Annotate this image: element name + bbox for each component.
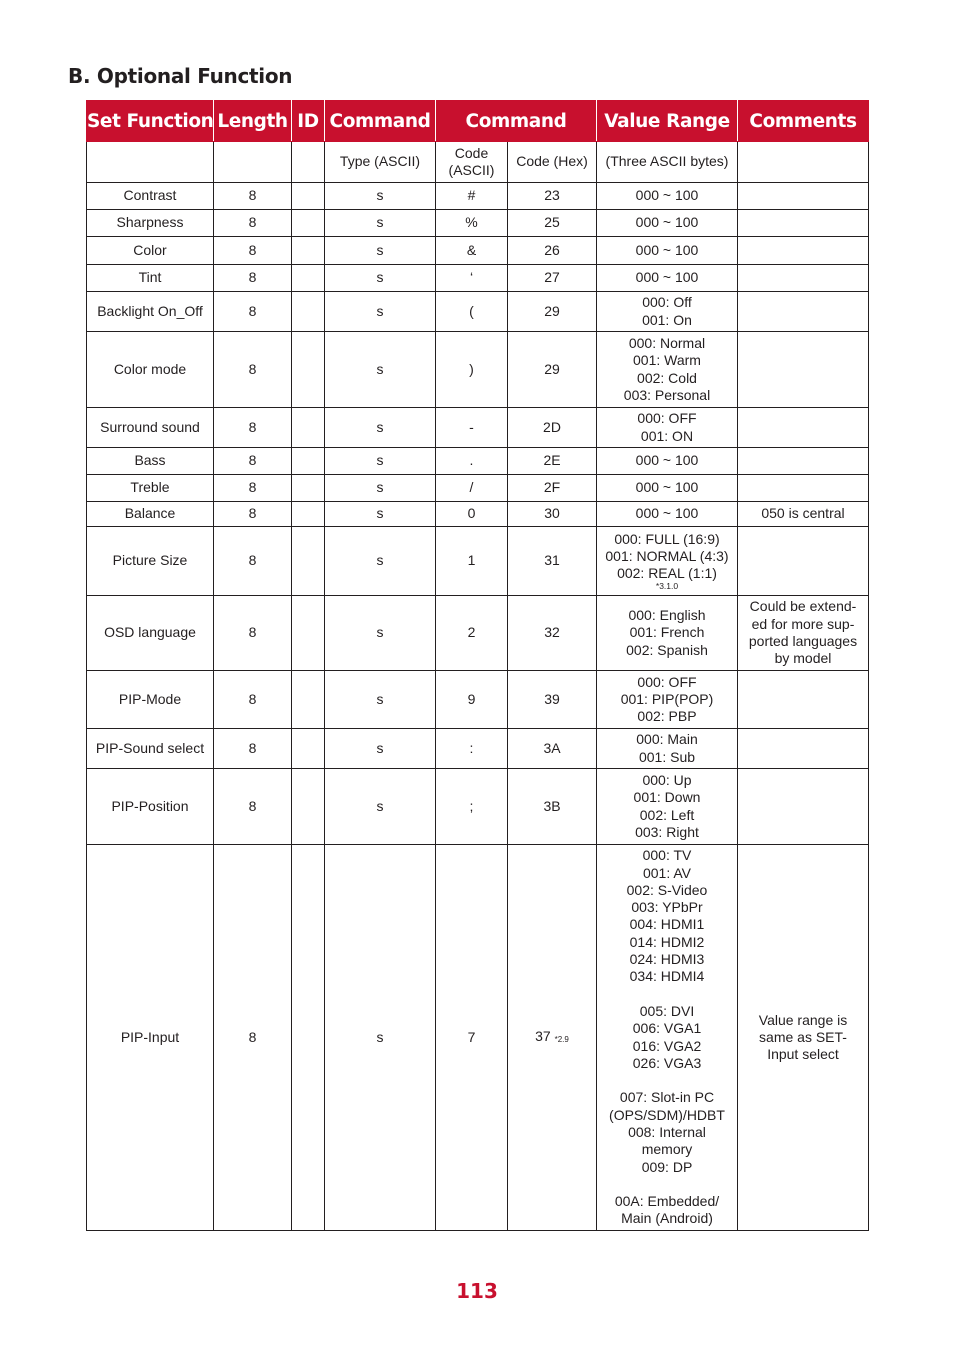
comments-cell: [738, 475, 869, 502]
table-row: [87, 845, 869, 1231]
function-name-cell-text: PIP-Input: [120, 1028, 180, 1045]
length-cell-text: 8: [248, 624, 257, 641]
code-ascii-cell: [436, 448, 508, 475]
value-range-cell: [597, 292, 738, 332]
value-range-cell-text: 000: Main 001: Sub: [636, 731, 698, 765]
table-row: [87, 448, 869, 475]
value-range-cell-text: 000: Normal 001: Warm 002: Cold 003: Personal: [623, 334, 711, 403]
table-row: [87, 210, 869, 237]
type-ascii-cell: [325, 210, 436, 237]
code-ascii-cell: [436, 671, 508, 729]
type-ascii-cell-text: s: [376, 739, 384, 756]
type-ascii-cell: [325, 237, 436, 265]
id-cell: [292, 845, 325, 1231]
code-hex-cell-text: 25: [544, 214, 560, 231]
value-range-cell: [597, 845, 738, 1231]
code-ascii-cell-text: ;: [469, 797, 474, 814]
id-cell: [292, 265, 325, 292]
header-value-range: Value Range: [597, 101, 738, 142]
function-name-cell-text: Picture Size: [112, 552, 188, 569]
code-hex-cell: [508, 502, 597, 527]
code-hex-cell: [508, 475, 597, 502]
function-name-cell-text: Tint: [138, 269, 162, 286]
code-hex-cell-text: 31: [544, 552, 560, 569]
function-name-cell-text: Color: [133, 241, 167, 258]
table-row: [87, 596, 869, 671]
code-ascii-cell: [436, 292, 508, 332]
code-ascii-cell: [436, 408, 508, 448]
table-row: [87, 769, 869, 845]
type-ascii-cell-text: s: [376, 360, 384, 377]
type-ascii-cell-text: s: [376, 690, 384, 707]
type-ascii-cell-text: s: [376, 452, 384, 469]
code-hex-cell: [508, 237, 597, 265]
comments-cell: [738, 332, 869, 408]
id-cell: [292, 729, 325, 769]
function-name-cell-text: Contrast: [123, 187, 177, 204]
id-cell: [292, 596, 325, 671]
code-ascii-cell-text: 7: [467, 1028, 476, 1045]
value-range-cell-text: 000: Up 001: Down 002: Left 003: Right: [633, 771, 701, 840]
code-hex-cell-text: 2D: [543, 418, 561, 435]
function-name-cell-text: Backlight On_Off: [97, 302, 203, 319]
id-cell: [292, 527, 325, 596]
value-range-cell: [597, 448, 738, 475]
length-cell-text: 8: [248, 797, 257, 814]
code-hex-cell: [508, 729, 597, 769]
length-cell-text: 8: [248, 452, 257, 469]
section-title: B. Optional Function: [68, 64, 293, 88]
value-range-cell-text: 000 ~ 100: [635, 241, 699, 258]
function-name-cell: [87, 448, 214, 475]
code-hex-cell-text: 29: [544, 360, 560, 377]
code-hex-cell-text: 30: [544, 505, 560, 522]
comments-cell: [738, 448, 869, 475]
type-ascii-cell: [325, 596, 436, 671]
function-name-cell: [87, 845, 214, 1231]
length-cell-text: 8: [248, 360, 257, 377]
code-ascii-cell: [436, 183, 508, 210]
table-header-row: [87, 101, 869, 142]
comments-cell: [738, 183, 869, 210]
length-cell: [214, 769, 292, 845]
table-row: [87, 527, 869, 596]
id-cell: [292, 408, 325, 448]
comments-cell: [738, 596, 869, 671]
type-ascii-cell-text: s: [376, 624, 384, 641]
type-ascii-cell-text: s: [376, 241, 384, 258]
length-cell: [214, 265, 292, 292]
function-name-cell: [87, 729, 214, 769]
value-range-cell-text: 000 ~ 100: [635, 214, 699, 231]
code-ascii-cell-text: :: [469, 739, 474, 756]
comments-cell-text: Could be extend- ed for more sup- ported languages by model: [748, 598, 858, 667]
type-ascii-cell-text: s: [376, 552, 384, 569]
code-ascii-cell: [436, 596, 508, 671]
length-cell: [214, 671, 292, 729]
comments-cell-text: 050 is central: [761, 505, 845, 522]
table-row: [87, 265, 869, 292]
comments-cell-text: Value range is same as SET- Input select: [758, 1011, 848, 1063]
id-cell: [292, 448, 325, 475]
length-cell: [214, 729, 292, 769]
function-name-cell: [87, 596, 214, 671]
code-ascii-cell: [436, 475, 508, 502]
code-hex-cell-text: 32: [544, 624, 560, 641]
value-range-cell: [597, 475, 738, 502]
header-comments: Comments: [738, 101, 869, 142]
comments-cell: [738, 237, 869, 265]
code-ascii-cell-text: %: [465, 214, 478, 231]
value-range-cell-text: 000 ~ 100: [635, 269, 699, 286]
function-name-cell-text: PIP-Sound select: [95, 739, 205, 756]
value-range-cell-text: 000: English 001: French 002: Spanish: [626, 607, 708, 658]
code-ascii-cell: [436, 845, 508, 1231]
function-name-cell: [87, 237, 214, 265]
table-row: [87, 502, 869, 527]
comments-cell: [738, 769, 869, 845]
code-ascii-cell: [436, 210, 508, 237]
value-range-cell: [597, 237, 738, 265]
length-cell: [214, 502, 292, 527]
code-hex-cell: [508, 527, 597, 596]
table-row: [87, 332, 869, 408]
code-hex-cell-text: 3A: [543, 739, 561, 756]
length-cell-text: 8: [248, 302, 257, 319]
value-range-cell: [597, 527, 738, 596]
length-cell: [214, 408, 292, 448]
length-cell: [214, 183, 292, 210]
id-cell: [292, 671, 325, 729]
function-name-cell: [87, 183, 214, 210]
type-ascii-cell-text: s: [376, 214, 384, 231]
value-range-cell-text: 000 ~ 100: [635, 187, 699, 204]
length-cell: [214, 292, 292, 332]
function-name-cell: [87, 332, 214, 408]
function-name-cell: [87, 502, 214, 527]
code-hex-cell: [508, 265, 597, 292]
code-ascii-cell: [436, 769, 508, 845]
code-hex-cell: [508, 671, 597, 729]
page-number: 113: [456, 1279, 498, 1303]
length-cell-text: 8: [248, 479, 257, 496]
code-hex-cell-text: 37: [535, 1027, 551, 1044]
function-name-cell: [87, 210, 214, 237]
function-name-cell: [87, 408, 214, 448]
length-cell-text: 8: [248, 214, 257, 231]
code-ascii-cell-text: -: [469, 418, 474, 435]
code-ascii-cell-text: /: [469, 479, 474, 496]
value-range-cell-text: 000 ~ 100: [635, 479, 699, 496]
code-hex-cell: [508, 769, 597, 845]
id-cell: [292, 475, 325, 502]
value-range-cell: [597, 332, 738, 408]
code-hex-cell: [508, 183, 597, 210]
function-name-cell-text: Color mode: [113, 360, 187, 377]
length-cell: [214, 845, 292, 1231]
length-cell-text: 8: [248, 187, 257, 204]
length-cell-text: 8: [248, 269, 257, 286]
table-row: [87, 292, 869, 332]
code-ascii-cell: [436, 502, 508, 527]
value-range-cell: [597, 502, 738, 527]
length-cell: [214, 448, 292, 475]
table-row: [87, 729, 869, 769]
type-ascii-cell-text: s: [376, 797, 384, 814]
code-ascii-cell: [436, 237, 508, 265]
id-cell: [292, 332, 325, 408]
length-cell: [214, 596, 292, 671]
function-name-cell-text: Treble: [130, 479, 170, 496]
id-cell: [292, 502, 325, 527]
code-ascii-cell: [436, 527, 508, 596]
table-row: [87, 671, 869, 729]
code-ascii-cell-text: ‘: [469, 269, 474, 286]
length-cell: [214, 527, 292, 596]
type-ascii-cell-text: s: [376, 269, 384, 286]
subheader-cell: [87, 142, 214, 183]
code-ascii-cell-text: 0: [467, 505, 476, 522]
code-ascii-cell-text: #: [467, 187, 476, 204]
subheader-code-ascii: Code (ASCII): [436, 142, 508, 183]
id-cell: [292, 210, 325, 237]
code-hex-cell: [508, 448, 597, 475]
code-ascii-cell-text: 1: [467, 552, 476, 569]
type-ascii-cell: [325, 769, 436, 845]
code-ascii-cell: [436, 265, 508, 292]
value-range-cell-text: 000: FULL (16:9) 001: NORMAL (4:3) 002: REAL (1:1): [605, 530, 729, 582]
value-range-cell: [597, 596, 738, 671]
value-range-cell: [597, 769, 738, 845]
code-hex-cell-text: 26: [544, 241, 560, 258]
comments-cell: [738, 845, 869, 1231]
type-ascii-cell-text: s: [376, 187, 384, 204]
type-ascii-cell: [325, 265, 436, 292]
table-row: [87, 183, 869, 210]
code-ascii-cell-text: (: [469, 302, 474, 319]
code-hex-cell-text: 23: [544, 187, 560, 204]
function-name-cell-text: Balance: [124, 505, 176, 522]
type-ascii-cell: [325, 527, 436, 596]
code-ascii-cell-text: 2: [467, 624, 476, 641]
header-command-type: Command: [325, 101, 436, 142]
code-hex-cell: [508, 845, 597, 1231]
function-name-cell-text: PIP-Mode: [118, 690, 182, 707]
type-ascii-cell: [325, 292, 436, 332]
table-row: [87, 408, 869, 448]
code-ascii-cell-text: ): [469, 360, 474, 377]
footnote-ref: *3.1.0: [655, 581, 679, 592]
value-range-cell: [597, 265, 738, 292]
length-cell: [214, 475, 292, 502]
code-hex-cell-text: 2F: [543, 479, 561, 496]
comments-cell: [738, 729, 869, 769]
length-cell-text: 8: [248, 418, 257, 435]
header-command-code: Command: [436, 101, 597, 142]
code-hex-cell: [508, 332, 597, 408]
type-ascii-cell: [325, 845, 436, 1231]
id-cell: [292, 769, 325, 845]
code-ascii-cell-text: 9: [467, 690, 476, 707]
subheader-code-hex: Code (Hex): [508, 142, 597, 183]
comments-cell: [738, 265, 869, 292]
length-cell-text: 8: [248, 739, 257, 756]
value-range-cell: [597, 210, 738, 237]
subheader-type-ascii: Type (ASCII): [325, 142, 436, 183]
id-cell: [292, 292, 325, 332]
comments-cell: [738, 527, 869, 596]
length-cell-text: 8: [248, 552, 257, 569]
length-cell: [214, 332, 292, 408]
table-row: [87, 237, 869, 265]
code-hex-cell: [508, 408, 597, 448]
code-ascii-cell: [436, 332, 508, 408]
value-range-cell-text: 000: OFF 001: PIP(POP) 002: PBP: [620, 673, 714, 725]
subheader-cell: [292, 142, 325, 183]
value-range-cell: [597, 183, 738, 210]
function-name-cell-text: PIP-Position: [111, 797, 189, 814]
comments-cell: [738, 671, 869, 729]
comments-cell: [738, 292, 869, 332]
function-name-cell-text: Sharpness: [116, 214, 184, 231]
function-name-cell: [87, 265, 214, 292]
comments-cell: [738, 502, 869, 527]
code-hex-cell-text: 39: [544, 690, 560, 707]
length-cell-text: 8: [248, 1028, 257, 1045]
value-range-cell-text: 000: TV 001: AV 002: S-Video 003: YPbPr 004: HDMI1 014: HDMI2 024: HDMI3 034: HDMI4 005: DVI 006: VGA1 016: VGA2 026: VGA3 007: Slot-in PC (OPS/SDM)/HDBT 008: Internal memory 009: DP 00A: Embedded/ Main (Android): [609, 847, 725, 1227]
code-hex-cell-text: 29: [544, 302, 560, 319]
code-ascii-cell-text: .: [469, 452, 474, 469]
code-hex-cell: [508, 596, 597, 671]
subheader-three-ascii: (Three ASCII bytes): [597, 142, 738, 183]
function-name-cell-text: OSD language: [104, 624, 196, 641]
type-ascii-cell: [325, 183, 436, 210]
header-length: Length: [214, 101, 292, 142]
value-range-cell: [597, 671, 738, 729]
code-ascii-cell-text: &: [466, 241, 477, 258]
type-ascii-cell: [325, 408, 436, 448]
function-name-cell-text: Bass: [134, 452, 166, 469]
footnote-ref: *2.9: [554, 1034, 569, 1044]
code-hex-cell-text: 27: [544, 269, 560, 286]
header-set-function: Set Function: [87, 101, 214, 142]
value-range-cell-text: 000: OFF 001: ON: [637, 410, 697, 444]
length-cell: [214, 210, 292, 237]
type-ascii-cell: [325, 475, 436, 502]
length-cell: [214, 237, 292, 265]
type-ascii-cell: [325, 502, 436, 527]
function-name-cell: [87, 292, 214, 332]
value-range-cell-text: 000: Off 001: On: [642, 294, 692, 328]
function-name-cell: [87, 769, 214, 845]
comments-cell: [738, 210, 869, 237]
code-hex-cell-text: 3B: [543, 797, 561, 814]
function-name-cell-text: Surround sound: [100, 418, 200, 435]
command-table: [86, 100, 869, 1231]
code-hex-cell-text: 2E: [543, 452, 561, 469]
subheader-cell: [738, 142, 869, 183]
id-cell: [292, 237, 325, 265]
type-ascii-cell-text: s: [376, 418, 384, 435]
value-range-cell-text: 000 ~ 100: [635, 452, 699, 469]
header-id: ID: [292, 101, 325, 142]
function-name-cell: [87, 671, 214, 729]
value-range-cell: [597, 408, 738, 448]
code-ascii-cell: [436, 729, 508, 769]
comments-cell: [738, 408, 869, 448]
table-row: [87, 475, 869, 502]
value-range-cell: [597, 729, 738, 769]
function-name-cell: [87, 475, 214, 502]
type-ascii-cell: [325, 332, 436, 408]
type-ascii-cell: [325, 671, 436, 729]
id-cell: [292, 183, 325, 210]
code-hex-cell: [508, 292, 597, 332]
type-ascii-cell: [325, 729, 436, 769]
type-ascii-cell-text: s: [376, 505, 384, 522]
code-hex-cell: [508, 210, 597, 237]
length-cell-text: 8: [248, 241, 257, 258]
function-name-cell: [87, 527, 214, 596]
length-cell-text: 8: [248, 690, 257, 707]
length-cell-text: 8: [248, 505, 257, 522]
type-ascii-cell-text: s: [376, 479, 384, 496]
subheader-cell: [214, 142, 292, 183]
type-ascii-cell: [325, 448, 436, 475]
type-ascii-cell-text: s: [376, 1028, 384, 1045]
value-range-cell-text: 000 ~ 100: [635, 505, 699, 522]
type-ascii-cell-text: s: [376, 302, 384, 319]
table-subheader-row: [87, 142, 869, 183]
